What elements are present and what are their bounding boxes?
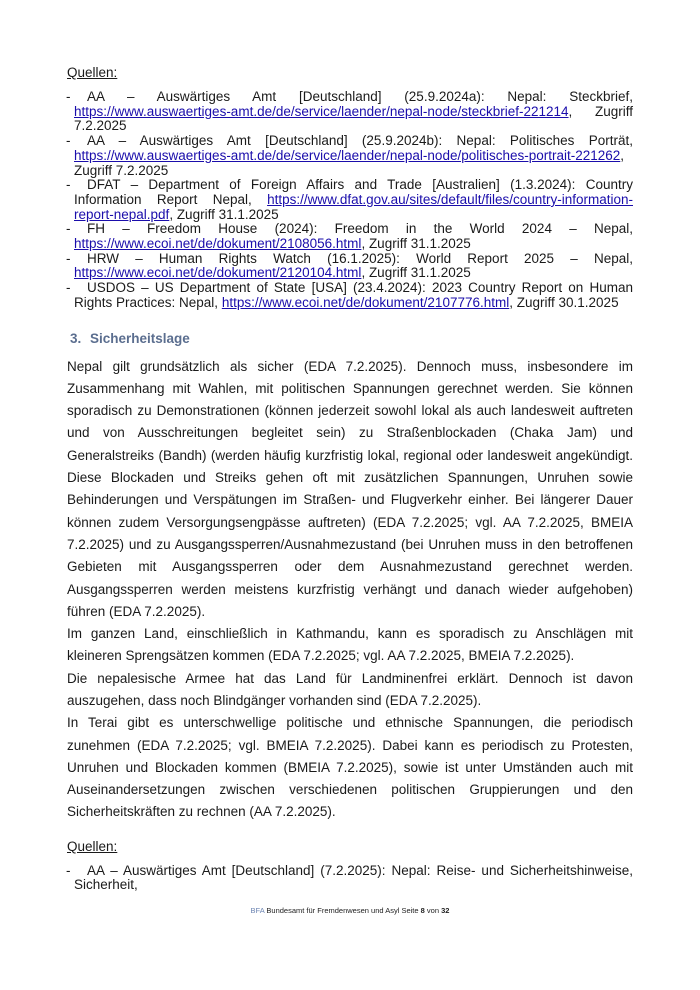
source-item: - AA – Auswärtiges Amt [Deutschland] (25.9.2024b): Nepal: Politisches Porträt, https://www.auswaertiges-amt.de/de/service/laender/nepal-node/politisches-portrait-221262, Zugriff 7.2.2025 — [66, 133, 633, 178]
section-heading — [70, 331, 633, 346]
page-footer — [0, 906, 700, 915]
page-total: 32 — [441, 906, 450, 915]
body-paragraph: In Terai gibt es unterschwellige politische und ethnische Spannungen, die periodisch zunehmen (EDA 7.2.2025; vgl. BMEIA 7.2.2025). Dabei kann es periodisch zu Protesten, Unruhen und Blockaden kommen (BMEIA 7.2.2025), sowie ist unter Umständen auch mit Auseinandersetzungen zwischen verschiedenen politischen Gruppierungen und den Sicherheitskräften zu rechnen (AA 7.2.2025). — [67, 715, 633, 820]
source-link[interactable]: https://www.dfat.gov.au/sites/default/files/country-information-report-nepal.pdf — [74, 191, 633, 222]
page-of: von — [424, 906, 442, 915]
body-paragraph: Im ganzen Land, einschließlich in Kathmandu, kann es sporadisch zu Anschlägen mit kleineren Sprengsätzen kommen (EDA 7.2.2025; vgl. AA 7.2.2025, BMEIA 7.2.2025). — [67, 626, 633, 664]
section-number: 3. — [70, 330, 82, 346]
source-access: , Zugriff 7.2.2025 — [74, 103, 633, 134]
body-paragraph: Die nepalesische Armee hat das Land für Landminenfrei erklärt. Dennoch ist davon auszugehen, dass noch Blindgänger vorhanden sind (EDA 7.2.2025). — [67, 670, 633, 708]
source-link[interactable]: https://www.auswaertiges-amt.de/de/service/laender/nepal-node/steckbrief-221214 — [74, 103, 569, 119]
source-link[interactable]: https://www.ecoi.net/de/dokument/2108056.html — [74, 236, 362, 252]
sources-list — [67, 90, 633, 311]
source-text: USDOS – US Department of State [USA] (23.4.2024): 2023 Country Report on Human Rights Practices: Nepal, — [74, 280, 633, 310]
source-item: - DFAT – Department of Foreign Affairs and Trade [Australien] (1.3.2024): Country Information Report Nepal, https://www.dfat.gov.au/sites/default/files/country-information-report-nepal.pdf, Zugriff 31.1.2025 — [66, 177, 633, 222]
source-access: , Zugriff 31.1.2025 — [169, 206, 279, 222]
source-text: AA – Auswärtiges Amt [Deutschland] (25.9.2024a): Nepal: Steckbrief, — [87, 89, 633, 104]
org-name: Bundesamt für Fremdenwesen und Asyl Seite — [264, 906, 421, 915]
sources-list — [67, 864, 633, 893]
source-link[interactable]: https://www.ecoi.net/de/dokument/2107776.html — [221, 294, 510, 310]
source-text: AA – Auswärtiges Amt [Deutschland] (7.2.2025): Nepal: Reise- und Sicherheitshinweise, Sicherheit, — [74, 862, 633, 893]
source-access: , Zugriff 30.1.2025 — [509, 294, 619, 310]
org-abbreviation: BFA — [250, 906, 265, 915]
source-link[interactable]: https://www.auswaertiges-amt.de/de/service/laender/nepal-node/politisches-portrait-221262 — [74, 147, 621, 163]
section-title: Sicherheitslage — [90, 330, 190, 346]
source-text: AA – Auswärtiges Amt [Deutschland] (25.9.2024b): Nepal: Politisches Porträt, — [87, 133, 633, 149]
source-access: , Zugriff 31.1.2025 — [361, 236, 471, 252]
source-item: - USDOS – US Department of State [USA] (23.4.2024): 2023 Country Report on Human Rights Practices: Nepal, https://www.ecoi.net/de/dokument/2107776.html, Zugriff 30.1.2025 — [66, 280, 633, 310]
page-number: 8 — [420, 906, 425, 915]
source-link[interactable]: https://www.ecoi.net/de/dokument/2120104.html — [74, 265, 362, 281]
source-item: - AA – Auswärtiges Amt [Deutschland] (7.2.2025): Nepal: Reise- und Sicherheitshinweise, Sicherheit, — [66, 862, 633, 893]
source-text: DFAT – Department of Foreign Affairs and Trade [Australien] (1.3.2024): Country Information Report Nepal, — [74, 177, 633, 207]
source-item: - AA – Auswärtiges Amt [Deutschland] (25.9.2024a): Nepal: Steckbrief, https://www.auswaertiges-amt.de/de/service/laender/nepal-node/steckbrief-221214, Zugriff 7.2.2025 — [66, 89, 633, 134]
source-item: - HRW – Human Rights Watch (16.1.2025): World Report 2025 – Nepal, https://www.ecoi.net/de/dokument/2120104.html, Zugriff 31.1.2025 — [66, 250, 633, 281]
source-access: , Zugriff 7.2.2025 — [74, 147, 625, 178]
source-access: , Zugriff 31.1.2025 — [361, 265, 471, 281]
source-item: - FH – Freedom House (2024): Freedom in the World 2024 – Nepal, https://www.ecoi.net/de/dokument/2108056.html, Zugriff 31.1.2025 — [66, 221, 633, 252]
body-paragraph: Nepal gilt grundsätzlich als sicher (EDA 7.2.2025). Dennoch muss, insbesondere im Zusammenhang mit Wahlen, mit politischen Spannungen gerechnet werden. Sie können sporadisch zu Demonstrationen (können jederzeit sowohl lokal als auch landesweit auftreten und von Ausschreitungen begleitet sein) zu Straßenblockaden (Chaka Jam) und Generalstreiks (Bandh) (werden häufig kurzfristig lokal, regional oder landesweit angekündigt. Diese Blockaden und Streiks gehen oft mit zusätzlichen Spannungen, Unruhen sowie Behinderungen und Verspätungen im Straßen- und Flugverkehr einher. Bei längerer Dauer können zudem Versorgungsengpässe auftreten) (EDA 7.2.2025; vgl. AA 7.2.2025, BMEIA 7.2.2025) und zu Ausgangssperren/Ausnahmezustand (bei Unruhen muss in den betroffenen Gebieten mit Ausgangssperren oder dem Ausnahmezustand gerechnet werden. Ausgangssperren werden meistens kurzfristig verhängt und danach wieder aufgehoben) führen (EDA 7.2.2025). — [67, 358, 633, 619]
sources-heading: Quellen: — [67, 838, 118, 854]
source-text: FH – Freedom House (2024): Freedom in the World 2024 – Nepal, — [87, 221, 633, 237]
sources-heading: Quellen: — [67, 65, 118, 80]
document-page — [67, 64, 633, 893]
source-text: HRW – Human Rights Watch (16.1.2025): World Report 2025 – Nepal, — [87, 250, 633, 266]
